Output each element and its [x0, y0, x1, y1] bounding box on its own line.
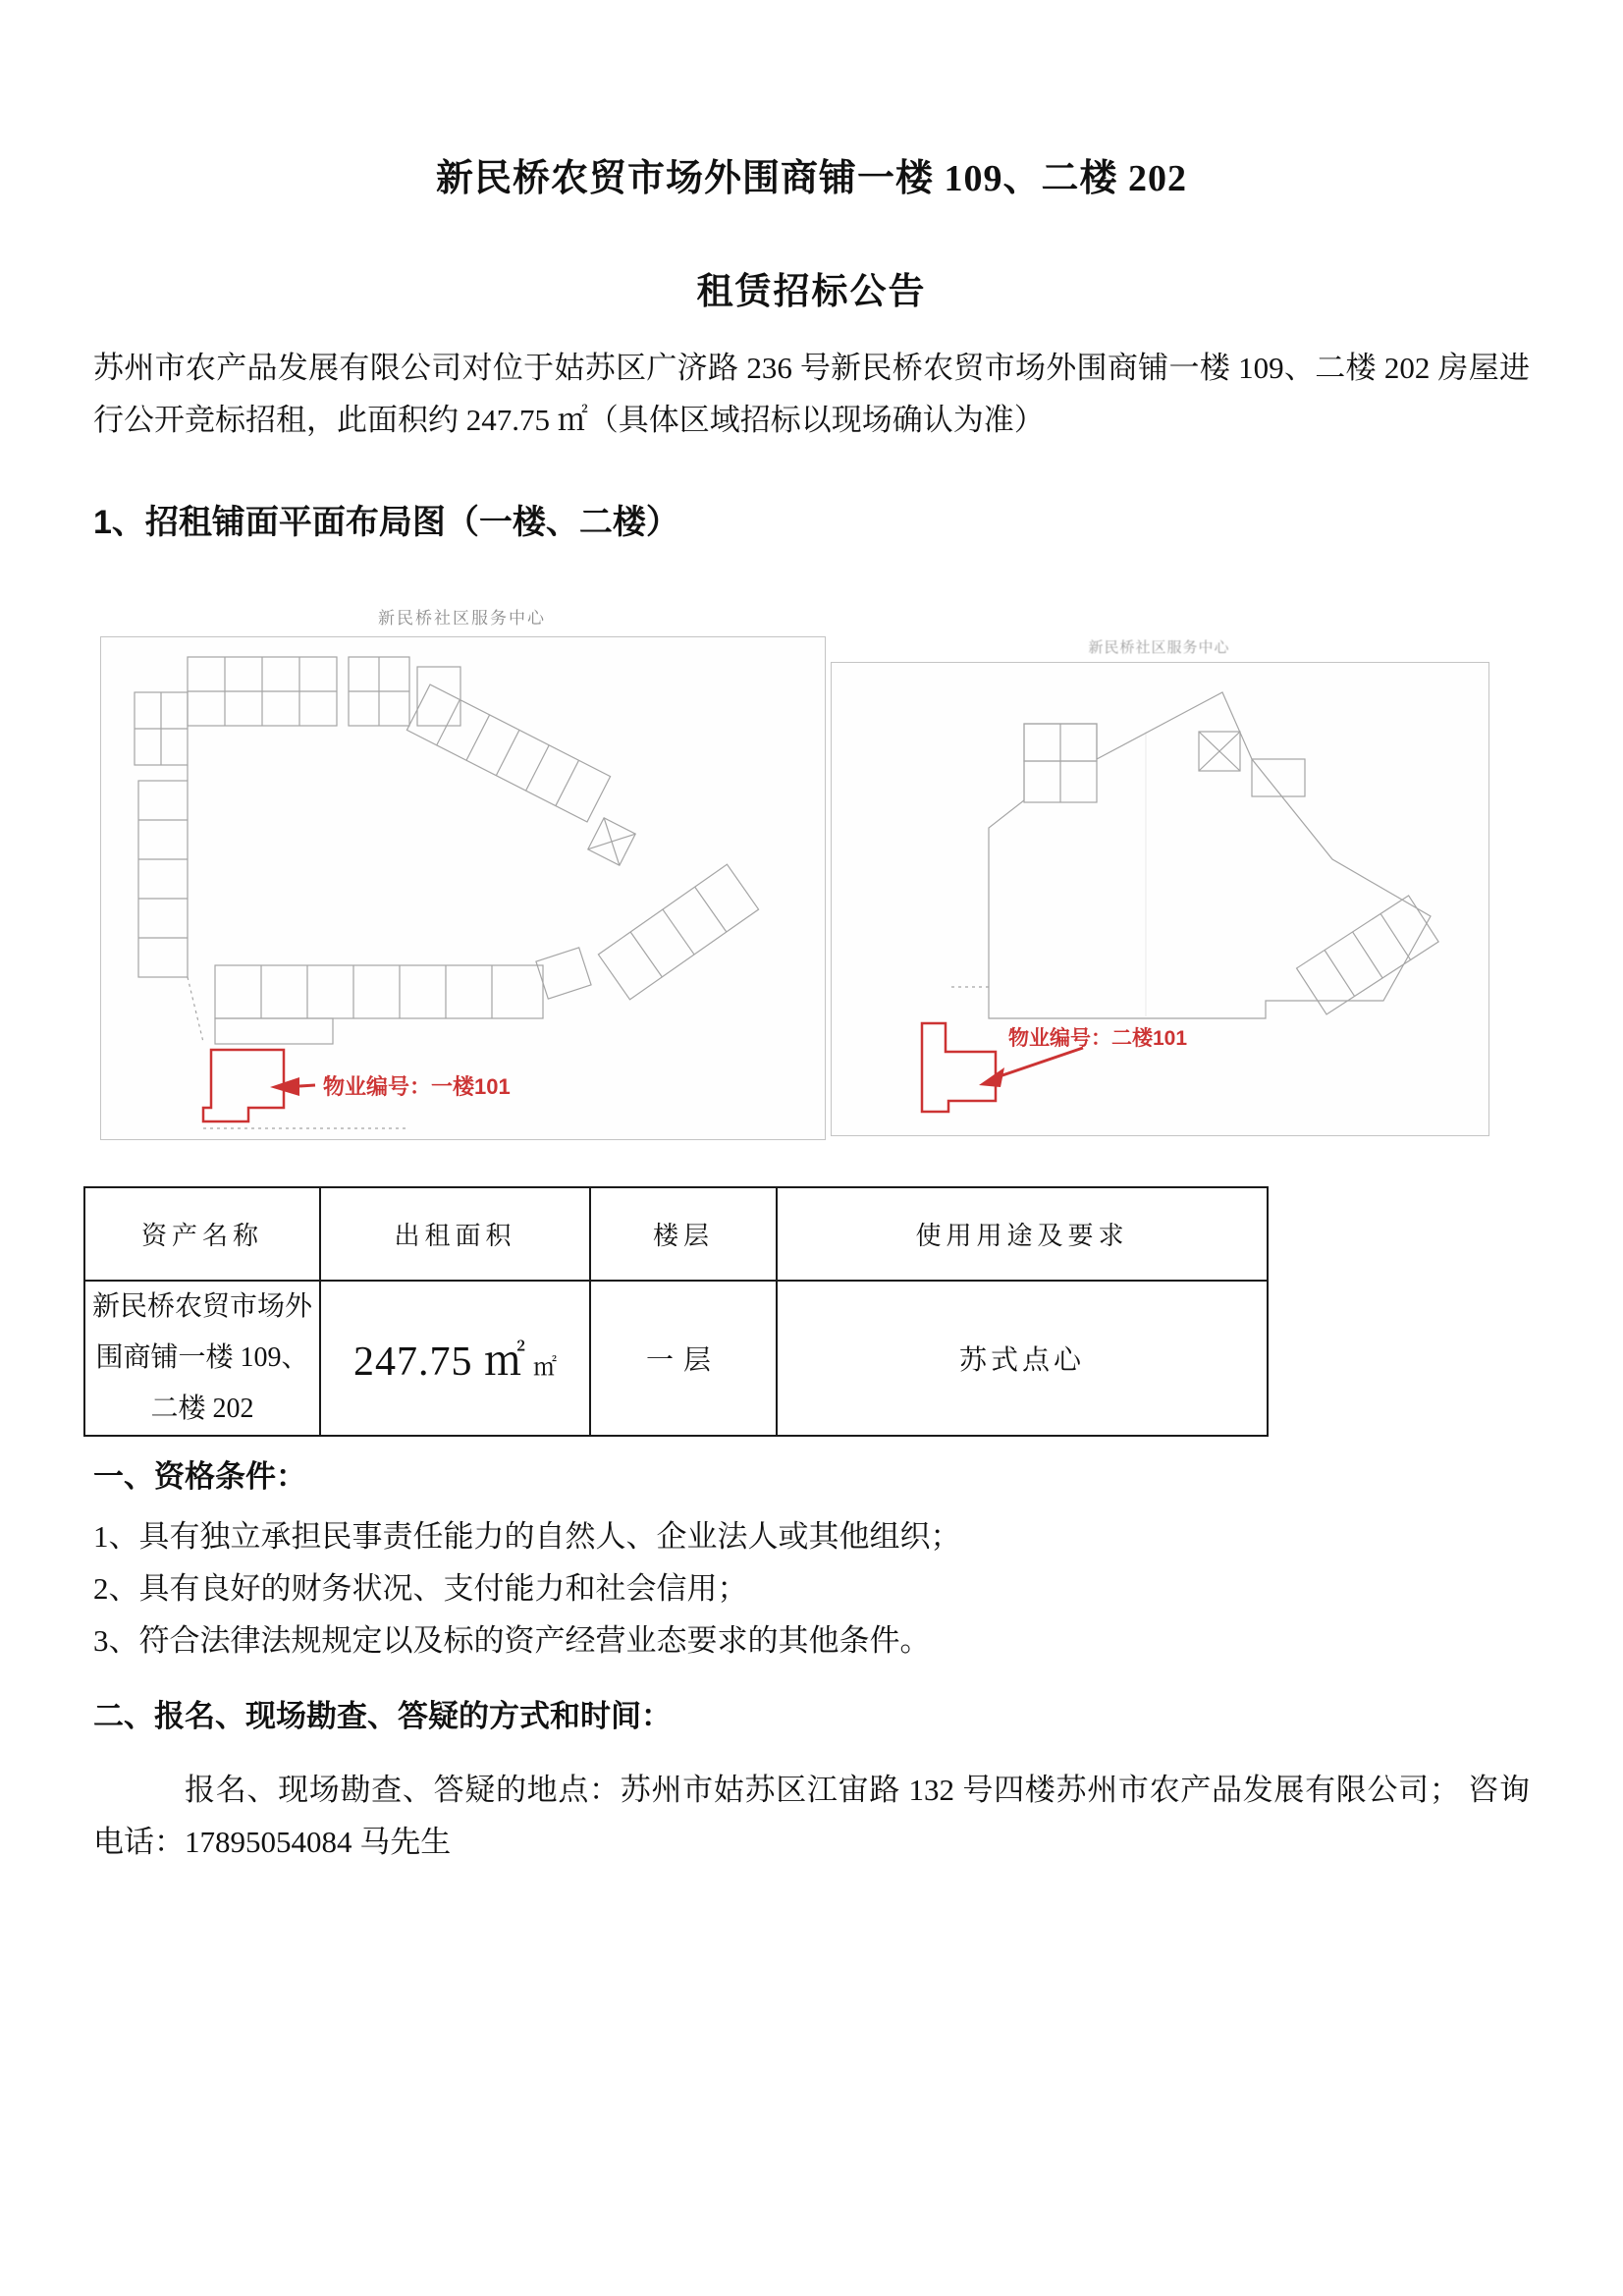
col-header-usage: 使用用途及要求	[777, 1187, 1268, 1281]
registration-heading: 二、报名、现场勘查、答疑的方式和时间：	[93, 1699, 672, 1733]
floorplan-first-floor-image	[100, 636, 826, 1140]
floorplan-second-floor-svg	[832, 663, 1488, 1135]
floorplan-first-floor-svg	[101, 637, 825, 1139]
unit-label-1f: 物业编号：一楼101	[323, 1074, 511, 1099]
cell-usage: 苏式点心	[777, 1281, 1268, 1436]
highlighted-unit-1f	[203, 1050, 511, 1121]
section1-heading: 1、招租铺面平面布局图（一楼、二楼）	[93, 504, 679, 541]
cell-floor: 一层	[590, 1281, 777, 1436]
floorplan-left-caption: 新民桥社区服务中心	[378, 609, 546, 628]
highlighted-unit-2f	[922, 1023, 1187, 1112]
qualifications-heading: 一、资格条件：	[93, 1459, 306, 1494]
qualification-item-1: 1、具有独立承担民事责任能力的自然人、企业法人或其他组织；	[93, 1519, 961, 1554]
document-title: 新民桥农贸市场外围商铺一楼 109、二楼 202	[435, 158, 1187, 199]
cell-asset-name: 新民桥农贸市场外围商铺一楼 109、二楼 202	[84, 1281, 320, 1436]
table-row	[84, 1281, 1268, 1436]
asset-table	[83, 1186, 1269, 1437]
unit-label-2f: 物业编号：二楼101	[1008, 1027, 1188, 1050]
qualification-item-2: 2、具有良好的财务状况、支付能力和社会信用；	[93, 1571, 748, 1606]
cell-area	[320, 1281, 590, 1436]
intro-paragraph: 苏州市农产品发展有限公司对位于姑苏区广济路 236 号新民桥农贸市场外围商铺一楼 109、二楼 202 房屋进行公开竞标招租，此面积约 247.75 ㎡（具体区域招标以现场确认为准）	[93, 351, 1530, 437]
red-arrow-icon	[979, 1067, 1004, 1087]
floorplan-right-caption: 新民桥社区服务中心	[1088, 639, 1230, 656]
registration-paragraph: 报名、现场勘查、答疑的地点：苏州市姑苏区江宙路 132 号四楼苏州市农产品发展有限公司； 咨询电话：17895054084 马先生	[93, 1773, 1530, 1859]
col-header-floor: 楼层	[590, 1187, 777, 1281]
qualifications-list	[93, 1510, 1530, 1667]
col-header-asset-name: 资产名称	[84, 1187, 320, 1281]
area-unit-extra: ㎡	[533, 1355, 557, 1381]
qualification-item-3: 3、符合法律法规规定以及标的资产经营业态要求的其他条件。	[93, 1623, 931, 1658]
document-subtitle: 租赁招标公告	[696, 272, 927, 312]
floorplan-second-floor-image	[831, 662, 1489, 1136]
area-value: 247.75 ㎡	[352, 1339, 526, 1385]
table-header-row	[84, 1187, 1268, 1281]
col-header-area: 出租面积	[320, 1187, 590, 1281]
